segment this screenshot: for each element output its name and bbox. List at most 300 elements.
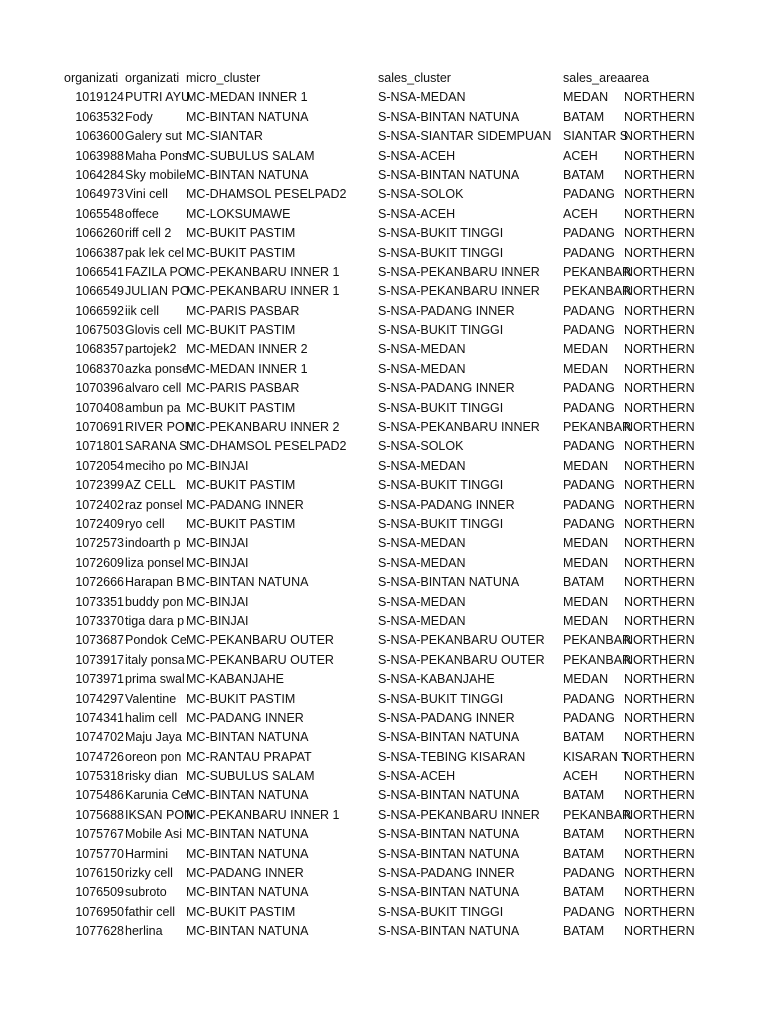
cell-micro-cluster: MC-PARIS PASBAR [186,381,300,396]
table-row [0,282,768,301]
table-row [0,166,768,185]
table-row [0,437,768,456]
cell-sales-cluster: S-NSA-BINTAN NATUNA [378,924,520,939]
cell-area: NORTHERN [624,361,695,376]
cell-organization-id: 1064284 [75,167,124,182]
cell-sales-area: PADANG [563,439,615,454]
table-row [0,786,768,805]
table-row [0,244,768,263]
cell-organization-id: 1072666 [75,575,124,590]
header-micro-cluster: micro_cluster [186,71,261,85]
cell-sales-area: PEKANBAR [563,284,632,299]
cell-organization-name: iik cell [125,303,160,318]
table-row [0,922,768,941]
cell-sales-cluster: S-NSA-MEDAN [378,342,466,357]
cell-organization-id: 1070408 [75,400,124,415]
cell-organization-name: partojek2 [125,342,177,357]
table-row [0,864,768,883]
cell-micro-cluster: MC-BUKIT PASTIM [186,245,296,260]
cell-organization-name: Maju Jaya [125,730,182,745]
table-row [0,573,768,592]
table-row [0,631,768,650]
cell-sales-cluster: S-NSA-KABANJAHE [378,672,495,687]
cell-organization-name: oreon pon [125,749,182,764]
cell-organization-name: ryo cell [125,516,165,531]
cell-organization-id: 1070691 [75,420,124,435]
cell-sales-area: BATAM [563,846,605,861]
table-row [0,302,768,321]
cell-area: NORTHERN [624,303,695,318]
cell-sales-area: PADANG [563,245,615,260]
cell-organization-id: 1064973 [75,187,124,202]
table-row [0,399,768,418]
cell-organization-id: 1066549 [75,284,124,299]
cell-micro-cluster: MC-SIANTAR [186,129,263,144]
cell-organization-name: Mobile Asi [125,827,182,842]
cell-micro-cluster: MC-PEKANBARU INNER 2 [186,420,340,435]
cell-sales-area: MEDAN [563,555,609,570]
cell-organization-id: 1071801 [75,439,124,454]
cell-organization-name: Glovis cell [125,323,182,338]
cell-organization-name: SARANA S [125,439,188,454]
cell-micro-cluster: MC-KABANJAHE [186,672,284,687]
cell-area: NORTHERN [624,691,695,706]
cell-area: NORTHERN [624,342,695,357]
cell-micro-cluster: MC-PEKANBARU OUTER [186,652,334,667]
cell-sales-cluster: S-NSA-PADANG INNER [378,303,515,318]
cell-organization-name: Pondok Ce [125,633,187,648]
cell-micro-cluster: MC-SUBULUS SALAM [186,769,315,784]
table-row [0,496,768,515]
cell-organization-name: herlina [125,924,163,939]
cell-sales-cluster: S-NSA-TEBING KISARAN [378,749,526,764]
cell-organization-name: azka ponse [125,361,189,376]
cell-sales-area: BATAM [563,924,605,939]
cell-area: NORTHERN [624,109,695,124]
cell-area: NORTHERN [624,846,695,861]
table-row [0,108,768,127]
table-row [0,748,768,767]
cell-sales-cluster: S-NSA-BINTAN NATUNA [378,167,520,182]
cell-organization-name: Fody [125,109,153,124]
cell-area: NORTHERN [624,769,695,784]
cell-sales-area: MEDAN [563,613,609,628]
cell-organization-id: 1074726 [75,749,124,764]
cell-organization-id: 1073370 [75,613,124,628]
cell-organization-id: 1063988 [75,148,124,163]
cell-organization-id: 1075770 [75,846,124,861]
cell-sales-area: PADANG [563,710,615,725]
cell-area: NORTHERN [624,167,695,182]
cell-sales-cluster: S-NSA-BUKIT TINGGI [378,323,504,338]
table-row [0,883,768,902]
cell-organization-id: 1068370 [75,361,124,376]
cell-area: NORTHERN [624,904,695,919]
cell-sales-area: PADANG [563,866,615,881]
table-row [0,612,768,631]
cell-area: NORTHERN [624,613,695,628]
cell-sales-area: BATAM [563,730,605,745]
cell-organization-name: offece [125,206,159,221]
cell-organization-id: 1072409 [75,516,124,531]
cell-organization-name: RIVER PON [125,420,194,435]
cell-sales-area: SIANTAR S [563,129,629,144]
cell-organization-id: 1073971 [75,672,124,687]
cell-sales-cluster: S-NSA-SOLOK [378,187,464,202]
cell-area: NORTHERN [624,400,695,415]
cell-sales-cluster: S-NSA-PEKANBARU INNER [378,284,540,299]
table-row [0,728,768,747]
cell-organization-name: Galery sut [125,129,182,144]
cell-micro-cluster: MC-MEDAN INNER 1 [186,361,308,376]
cell-organization-name: PUTRI AYU [125,90,191,105]
cell-sales-area: MEDAN [563,458,609,473]
cell-sales-cluster: S-NSA-PEKANBARU INNER [378,420,540,435]
cell-area: NORTHERN [624,924,695,939]
cell-micro-cluster: MC-PEKANBARU INNER 1 [186,264,340,279]
table-row [0,825,768,844]
cell-organization-id: 1076950 [75,904,124,919]
cell-organization-id: 1066592 [75,303,124,318]
cell-area: NORTHERN [624,575,695,590]
header-organization-id: organizati [64,71,119,85]
cell-sales-area: PADANG [563,381,615,396]
cell-sales-area: BATAM [563,827,605,842]
cell-organization-id: 1072573 [75,536,124,551]
cell-sales-area: PADANG [563,323,615,338]
cell-organization-name: FAZILA PO [125,264,188,279]
cell-area: NORTHERN [624,264,695,279]
table-row [0,88,768,107]
cell-organization-name: alvaro cell [125,381,182,396]
cell-sales-area: BATAM [563,109,605,124]
cell-organization-id: 1075767 [75,827,124,842]
cell-organization-name: Valentine [125,691,177,706]
table-row [0,340,768,359]
cell-sales-cluster: S-NSA-BINTAN NATUNA [378,575,520,590]
cell-area: NORTHERN [624,439,695,454]
cell-micro-cluster: MC-BINTAN NATUNA [186,167,309,182]
cell-organization-id: 1075688 [75,807,124,822]
cell-sales-cluster: S-NSA-BUKIT TINGGI [378,691,504,706]
cell-sales-cluster: S-NSA-BINTAN NATUNA [378,885,520,900]
header-sales-cluster: sales_cluster [378,71,451,85]
header-area: area [624,71,650,85]
cell-sales-area: PEKANBAR [563,652,632,667]
cell-organization-id: 1075486 [75,788,124,803]
cell-micro-cluster: MC-BUKIT PASTIM [186,691,296,706]
cell-sales-area: BATAM [563,167,605,182]
cell-area: NORTHERN [624,206,695,221]
cell-micro-cluster: MC-BINTAN NATUNA [186,575,309,590]
table-row [0,670,768,689]
table-row [0,457,768,476]
cell-sales-cluster: S-NSA-BUKIT TINGGI [378,904,504,919]
cell-sales-cluster: S-NSA-BINTAN NATUNA [378,827,520,842]
cell-area: NORTHERN [624,866,695,881]
cell-micro-cluster: MC-LOKSUMAWE [186,206,291,221]
cell-micro-cluster: MC-BUKIT PASTIM [186,226,296,241]
cell-micro-cluster: MC-PEKANBARU INNER 1 [186,807,340,822]
cell-area: NORTHERN [624,672,695,687]
cell-micro-cluster: MC-BINTAN NATUNA [186,885,309,900]
cell-area: NORTHERN [624,381,695,396]
cell-organization-id: 1068357 [75,342,124,357]
cell-micro-cluster: MC-RANTAU PRAPAT [186,749,312,764]
cell-area: NORTHERN [624,652,695,667]
table-row [0,806,768,825]
cell-micro-cluster: MC-BUKIT PASTIM [186,400,296,415]
cell-organization-id: 1066541 [75,264,124,279]
cell-area: NORTHERN [624,555,695,570]
cell-sales-area: MEDAN [563,361,609,376]
table-row [0,554,768,573]
cell-sales-cluster: S-NSA-SOLOK [378,439,464,454]
cell-sales-cluster: S-NSA-PADANG INNER [378,866,515,881]
cell-micro-cluster: MC-MEDAN INNER 1 [186,90,308,105]
cell-organization-name: indoarth p [125,536,181,551]
cell-area: NORTHERN [624,187,695,202]
cell-micro-cluster: MC-BINTAN NATUNA [186,109,309,124]
cell-organization-id: 1077628 [75,924,124,939]
cell-area: NORTHERN [624,458,695,473]
cell-area: NORTHERN [624,245,695,260]
cell-organization-name: riff cell 2 [125,226,172,241]
cell-organization-id: 1073351 [75,594,124,609]
header-sales-area: sales_area [563,71,625,85]
cell-sales-area: PADANG [563,478,615,493]
cell-micro-cluster: MC-BINJAI [186,536,249,551]
cell-sales-area: PADANG [563,516,615,531]
cell-sales-cluster: S-NSA-BUKIT TINGGI [378,400,504,415]
table-row [0,185,768,204]
cell-sales-cluster: S-NSA-ACEH [378,206,456,221]
cell-area: NORTHERN [624,129,695,144]
cell-sales-cluster: S-NSA-BUKIT TINGGI [378,478,504,493]
cell-sales-area: PADANG [563,400,615,415]
table-row [0,127,768,146]
cell-sales-area: PADANG [563,187,615,202]
cell-micro-cluster: MC-DHAMSOL PESELPAD2 [186,439,347,454]
cell-organization-id: 1076509 [75,885,124,900]
cell-sales-cluster: S-NSA-MEDAN [378,90,466,105]
cell-area: NORTHERN [624,497,695,512]
cell-organization-id: 1066260 [75,226,124,241]
cell-sales-area: PEKANBAR [563,633,632,648]
cell-sales-cluster: S-NSA-SIANTAR SIDEMPUAN [378,129,552,144]
cell-micro-cluster: MC-BUKIT PASTIM [186,904,296,919]
cell-micro-cluster: MC-BINTAN NATUNA [186,827,309,842]
cell-micro-cluster: MC-BUKIT PASTIM [186,323,296,338]
cell-area: NORTHERN [624,633,695,648]
cell-area: NORTHERN [624,749,695,764]
cell-area: NORTHERN [624,90,695,105]
cell-sales-cluster: S-NSA-BINTAN NATUNA [378,109,520,124]
cell-organization-id: 1074341 [75,710,124,725]
cell-sales-cluster: S-NSA-BINTAN NATUNA [378,788,520,803]
cell-area: NORTHERN [624,226,695,241]
table-row [0,321,768,340]
cell-organization-name: AZ CELL [125,478,176,493]
cell-sales-area: BATAM [563,885,605,900]
cell-area: NORTHERN [624,885,695,900]
cell-area: NORTHERN [624,148,695,163]
cell-sales-cluster: S-NSA-PADANG INNER [378,497,515,512]
cell-area: NORTHERN [624,730,695,745]
cell-micro-cluster: MC-PADANG INNER [186,866,304,881]
cell-organization-name: Vini cell [125,187,168,202]
cell-organization-name: buddy pon [125,594,184,609]
cell-sales-area: PADANG [563,691,615,706]
cell-organization-name: pak lek cel [125,245,185,260]
cell-sales-area: PADANG [563,226,615,241]
cell-organization-name: meciho po [125,458,183,473]
cell-area: NORTHERN [624,788,695,803]
cell-micro-cluster: MC-BINTAN NATUNA [186,846,309,861]
cell-organization-id: 1070396 [75,381,124,396]
cell-sales-cluster: S-NSA-MEDAN [378,458,466,473]
cell-sales-area: PEKANBAR [563,264,632,279]
cell-area: NORTHERN [624,420,695,435]
cell-sales-cluster: S-NSA-PEKANBARU INNER [378,264,540,279]
cell-sales-cluster: S-NSA-ACEH [378,148,456,163]
cell-sales-cluster: S-NSA-BUKIT TINGGI [378,245,504,260]
cell-micro-cluster: MC-BINJAI [186,458,249,473]
table-row [0,418,768,437]
cell-micro-cluster: MC-PADANG INNER [186,710,304,725]
cell-micro-cluster: MC-BUKIT PASTIM [186,516,296,531]
cell-sales-cluster: S-NSA-PEKANBARU INNER [378,807,540,822]
cell-organization-id: 1073917 [75,652,124,667]
cell-organization-id: 1067503 [75,323,124,338]
cell-organization-name: Harapan B [125,575,185,590]
cell-organization-id: 1072402 [75,497,124,512]
cell-sales-cluster: S-NSA-MEDAN [378,361,466,376]
cell-organization-id: 1075318 [75,769,124,784]
cell-micro-cluster: MC-BINTAN NATUNA [186,924,309,939]
cell-micro-cluster: MC-BINJAI [186,555,249,570]
cell-sales-area: PEKANBAR [563,420,632,435]
cell-organization-name: JULIAN PO [125,284,190,299]
cell-organization-id: 1076150 [75,866,124,881]
cell-organization-name: italy ponsa [125,652,185,667]
cell-sales-area: MEDAN [563,672,609,687]
cell-micro-cluster: MC-BINTAN NATUNA [186,730,309,745]
table-row [0,379,768,398]
cell-micro-cluster: MC-BUKIT PASTIM [186,478,296,493]
cell-area: NORTHERN [624,536,695,551]
cell-sales-cluster: S-NSA-MEDAN [378,613,466,628]
cell-micro-cluster: MC-BINJAI [186,594,249,609]
table-row [0,476,768,495]
cell-sales-cluster: S-NSA-BINTAN NATUNA [378,846,520,861]
cell-sales-cluster: S-NSA-BUKIT TINGGI [378,226,504,241]
cell-organization-name: halim cell [125,710,178,725]
header-row [0,69,768,88]
spreadsheet [0,69,768,942]
cell-organization-id: 1066387 [75,245,124,260]
table-row [0,205,768,224]
cell-organization-name: Karunia Ce [125,788,188,803]
cell-organization-name: Maha Pons [125,148,189,163]
cell-organization-name: subroto [125,885,167,900]
cell-organization-name: risky dian [125,769,178,784]
cell-area: NORTHERN [624,594,695,609]
cell-sales-area: MEDAN [563,90,609,105]
cell-sales-cluster: S-NSA-PADANG INNER [378,381,515,396]
cell-sales-area: KISARAN T [563,749,629,764]
table-row [0,845,768,864]
cell-micro-cluster: MC-BINTAN NATUNA [186,788,309,803]
cell-organization-id: 1073687 [75,633,124,648]
cell-organization-id: 1074702 [75,730,124,745]
cell-sales-area: MEDAN [563,342,609,357]
cell-micro-cluster: MC-BINJAI [186,613,249,628]
cell-organization-name: ambun pa [125,400,181,415]
cell-micro-cluster: MC-PARIS PASBAR [186,303,300,318]
cell-micro-cluster: MC-PADANG INNER [186,497,304,512]
table-row [0,515,768,534]
cell-organization-name: liza ponsel [125,555,185,570]
table-row [0,903,768,922]
cell-sales-area: ACEH [563,206,598,221]
cell-organization-name: IKSAN PON [125,807,194,822]
table-body [0,88,768,941]
cell-organization-name: fathir cell [125,904,176,919]
table-row [0,534,768,553]
cell-sales-area: PADANG [563,904,615,919]
cell-organization-name: Harmini [125,846,169,861]
cell-sales-cluster: S-NSA-PADANG INNER [378,710,515,725]
table-row [0,360,768,379]
table-row [0,651,768,670]
cell-area: NORTHERN [624,807,695,822]
cell-organization-id: 1074297 [75,691,124,706]
cell-sales-area: ACEH [563,769,598,784]
cell-organization-id: 1063600 [75,129,124,144]
cell-area: NORTHERN [624,516,695,531]
cell-sales-area: BATAM [563,575,605,590]
table-row [0,709,768,728]
cell-sales-cluster: S-NSA-PEKANBARU OUTER [378,633,545,648]
cell-sales-cluster: S-NSA-MEDAN [378,536,466,551]
cell-area: NORTHERN [624,323,695,338]
cell-organization-name: prima swal [125,672,185,687]
cell-organization-id: 1065548 [75,206,124,221]
cell-sales-area: MEDAN [563,594,609,609]
cell-sales-cluster: S-NSA-PEKANBARU OUTER [378,652,545,667]
cell-organization-name: raz ponsel [125,497,183,512]
cell-organization-name: Sky mobile [125,167,187,182]
cell-organization-id: 1019124 [75,90,124,105]
cell-sales-cluster: S-NSA-BUKIT TINGGI [378,516,504,531]
table-row [0,263,768,282]
cell-micro-cluster: MC-SUBULUS SALAM [186,148,315,163]
cell-area: NORTHERN [624,284,695,299]
cell-micro-cluster: MC-PEKANBARU OUTER [186,633,334,648]
cell-sales-cluster: S-NSA-MEDAN [378,594,466,609]
cell-micro-cluster: MC-DHAMSOL PESELPAD2 [186,187,347,202]
cell-area: NORTHERN [624,478,695,493]
cell-sales-area: PADANG [563,303,615,318]
cell-sales-area: BATAM [563,788,605,803]
cell-organization-id: 1072054 [75,458,124,473]
table-row [0,224,768,243]
cell-organization-id: 1072609 [75,555,124,570]
cell-sales-area: PEKANBAR [563,807,632,822]
cell-organization-id: 1072399 [75,478,124,493]
table-row [0,690,768,709]
